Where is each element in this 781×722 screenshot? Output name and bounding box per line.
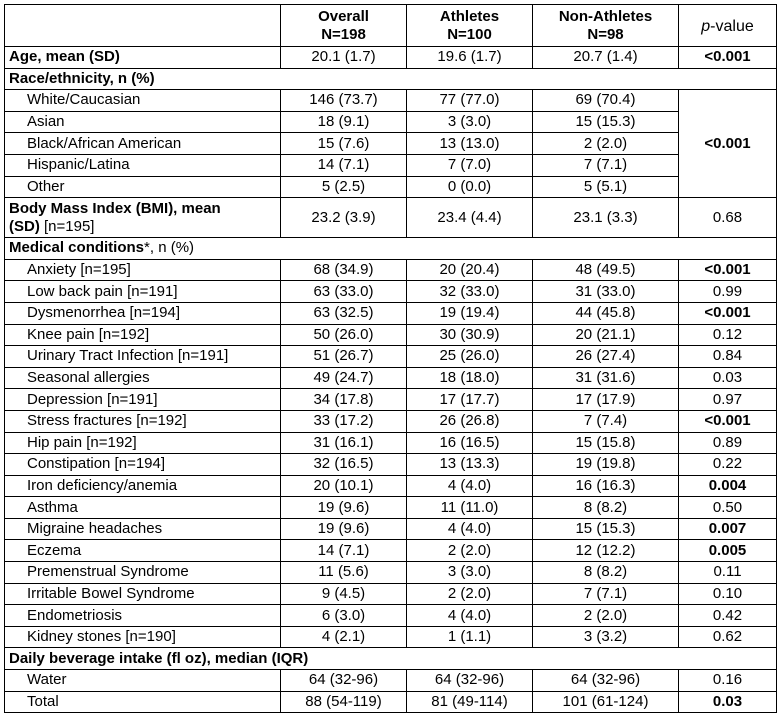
header-athletes-label: Athletes [439,8,500,25]
nonathletes-value: 17 (17.9) [533,389,679,411]
header-nonathletes-label: Non-Athletes [558,8,653,25]
table-row [5,302,777,324]
overall-value: 19 (9.6) [281,518,407,540]
table-row [5,583,777,605]
race-athletes: 7 (7.0) [407,154,533,176]
row-label: Eczema [5,540,281,562]
row-label: Anxiety [n=195] [5,259,281,281]
nonathletes-value: 7 (7.4) [533,410,679,432]
medical-section-title: Medical conditions [9,239,145,257]
row-label: Stress fractures [n=192] [5,410,281,432]
table-row [5,346,777,368]
race-label: Hispanic/Latina [5,154,281,176]
bmi-label-line1: Body Mass Index (BMI), mean [9,199,221,217]
athletes-value: 30 (30.9) [407,324,533,346]
pvalue: 0.16 [679,670,777,692]
athletes-value: 26 (26.8) [407,410,533,432]
race-nonathletes: 2 (2.0) [533,133,679,155]
age-pvalue: <0.001 [679,47,777,69]
athletes-value: 19 (19.4) [407,302,533,324]
row-label: Water [5,670,281,692]
table-row [5,518,777,540]
pvalue: <0.001 [679,302,777,324]
overall-value: 51 (26.7) [281,346,407,368]
race-label: White/Caucasian [5,90,281,112]
table-row [5,540,777,562]
race-overall: 146 (73.7) [281,90,407,112]
row-label: Irritable Bowel Syndrome [5,583,281,605]
race-pvalue: <0.001 [679,90,777,198]
table-row [5,432,777,454]
overall-value: 50 (26.0) [281,324,407,346]
table-row [5,90,777,112]
header-row [5,5,777,47]
age-athletes: 19.6 (1.7) [407,47,533,69]
overall-value: 20 (10.1) [281,475,407,497]
athletes-value: 64 (32-96) [407,670,533,692]
pvalue: 0.84 [679,346,777,368]
header-pvalue [679,5,777,47]
overall-value: 6 (3.0) [281,605,407,627]
overall-value: 49 (24.7) [281,367,407,389]
race-overall: 14 (7.1) [281,154,407,176]
athletes-value: 16 (16.5) [407,432,533,454]
table-row [5,475,777,497]
overall-value: 33 (17.2) [281,410,407,432]
age-overall: 20.1 (1.7) [281,47,407,69]
nonathletes-value: 7 (7.1) [533,583,679,605]
table-row [5,324,777,346]
table-row [5,454,777,476]
pvalue: 0.99 [679,281,777,303]
row-label: Total [5,691,281,713]
overall-value: 88 (54-119) [281,691,407,713]
athletes-value: 25 (26.0) [407,346,533,368]
overall-value: 9 (4.5) [281,583,407,605]
table-row [5,133,777,155]
pvalue: 0.22 [679,454,777,476]
race-overall: 5 (2.5) [281,176,407,198]
race-label: Other [5,176,281,198]
athletes-value: 1 (1.1) [407,626,533,648]
race-overall: 18 (9.1) [281,111,407,133]
pvalue: 0.11 [679,562,777,584]
athletes-value: 11 (11.0) [407,497,533,519]
row-label: Knee pain [n=192] [5,324,281,346]
table-row [5,691,777,713]
race-label: Black/African American [5,133,281,155]
nonathletes-value: 31 (33.0) [533,281,679,303]
row-label: Asthma [5,497,281,519]
nonathletes-value: 26 (27.4) [533,346,679,368]
table-row [5,670,777,692]
header-p-rest: -value [710,18,754,35]
pvalue: 0.007 [679,518,777,540]
age-label: Age, mean (SD) [5,47,281,69]
medical-section-suffix: *, n (%) [144,239,195,257]
overall-value: 32 (16.5) [281,454,407,476]
row-label: Kidney stones [n=190] [5,626,281,648]
header-overall [281,5,407,47]
table-row [5,281,777,303]
nonathletes-value: 48 (49.5) [533,259,679,281]
race-label: Asian [5,111,281,133]
row-label: Iron deficiency/anemia [5,475,281,497]
overall-value: 19 (9.6) [281,497,407,519]
race-nonathletes: 69 (70.4) [533,90,679,112]
race-overall: 15 (7.6) [281,133,407,155]
row-label: Endometriosis [5,605,281,627]
athletes-value: 17 (17.7) [407,389,533,411]
pvalue: 0.03 [679,367,777,389]
race-athletes: 3 (3.0) [407,111,533,133]
table-row [5,562,777,584]
overall-value: 63 (32.5) [281,302,407,324]
pvalue: 0.89 [679,432,777,454]
bmi-label [5,198,281,238]
table-row [5,605,777,627]
pvalue: 0.004 [679,475,777,497]
bmi-overall: 23.2 (3.9) [281,198,407,238]
nonathletes-value: 101 (61-124) [533,691,679,713]
overall-value: 64 (32-96) [281,670,407,692]
table-row [5,367,777,389]
nonathletes-value: 15 (15.3) [533,518,679,540]
athletes-value: 4 (4.0) [407,475,533,497]
nonathletes-value: 16 (16.3) [533,475,679,497]
pvalue: 0.10 [679,583,777,605]
header-athletes-n: N=100 [447,26,492,43]
table-row [5,410,777,432]
table-row [5,389,777,411]
bmi-row [5,198,777,238]
nonathletes-value: 8 (8.2) [533,497,679,519]
bmi-nonathletes: 23.1 (3.3) [533,198,679,238]
age-nonathletes: 20.7 (1.4) [533,47,679,69]
athletes-value: 2 (2.0) [407,583,533,605]
athletes-value: 2 (2.0) [407,540,533,562]
header-overall-n: N=198 [321,26,366,43]
race-section-label: Race/ethnicity, n (%) [5,68,777,90]
pvalue: 0.03 [679,691,777,713]
table-row [5,154,777,176]
table-row [5,259,777,281]
header-nonathletes [533,5,679,47]
row-label: Low back pain [n=191] [5,281,281,303]
row-label: Premenstrual Syndrome [5,562,281,584]
header-empty-cell [5,5,281,47]
nonathletes-value: 2 (2.0) [533,605,679,627]
race-athletes: 13 (13.0) [407,133,533,155]
beverage-section-label: Daily beverage intake (fl oz), median (IQR) [5,648,777,670]
header-nonathletes-n: N=98 [587,26,624,43]
race-nonathletes: 5 (5.1) [533,176,679,198]
overall-value: 63 (33.0) [281,281,407,303]
demographics-table [4,4,777,713]
age-row [5,47,777,69]
medical-rows [5,259,777,648]
row-label: Seasonal allergies [5,367,281,389]
race-nonathletes: 15 (15.3) [533,111,679,133]
row-label: Urinary Tract Infection [n=191] [5,346,281,368]
athletes-value: 18 (18.0) [407,367,533,389]
pvalue: 0.42 [679,605,777,627]
table-row [5,497,777,519]
athletes-value: 4 (4.0) [407,518,533,540]
pvalue: 0.97 [679,389,777,411]
header-overall-label: Overall [318,8,369,25]
race-athletes: 77 (77.0) [407,90,533,112]
medical-section-row [5,238,777,260]
overall-value: 4 (2.1) [281,626,407,648]
overall-value: 34 (17.8) [281,389,407,411]
pvalue: 0.12 [679,324,777,346]
header-athletes [407,5,533,47]
pvalue: 0.005 [679,540,777,562]
overall-value: 14 (7.1) [281,540,407,562]
athletes-value: 4 (4.0) [407,605,533,627]
row-label: Migraine headaches [5,518,281,540]
race-nonathletes: 7 (7.1) [533,154,679,176]
nonathletes-value: 12 (12.2) [533,540,679,562]
row-label: Dysmenorrhea [n=194] [5,302,281,324]
medical-section-label [5,238,777,260]
athletes-value: 13 (13.3) [407,454,533,476]
pvalue: 0.62 [679,626,777,648]
table-row [5,176,777,198]
pvalue: <0.001 [679,410,777,432]
row-label: Constipation [n=194] [5,454,281,476]
nonathletes-value: 31 (31.6) [533,367,679,389]
overall-value: 11 (5.6) [281,562,407,584]
athletes-value: 81 (49-114) [407,691,533,713]
header-p-italic: p [701,18,711,35]
overall-value: 31 (16.1) [281,432,407,454]
pvalue: 0.50 [679,497,777,519]
nonathletes-value: 15 (15.8) [533,432,679,454]
race-section-row [5,68,777,90]
nonathletes-value: 64 (32-96) [533,670,679,692]
nonathletes-value: 20 (21.1) [533,324,679,346]
athletes-value: 3 (3.0) [407,562,533,584]
nonathletes-value: 3 (3.2) [533,626,679,648]
race-athletes: 0 (0.0) [407,176,533,198]
nonathletes-value: 19 (19.8) [533,454,679,476]
table-row [5,111,777,133]
overall-value: 68 (34.9) [281,259,407,281]
pvalue: <0.001 [679,259,777,281]
bmi-label-n: [n=195] [39,217,95,235]
bmi-athletes: 23.4 (4.4) [407,198,533,238]
nonathletes-value: 44 (45.8) [533,302,679,324]
row-label: Depression [n=191] [5,389,281,411]
row-label: Hip pain [n=192] [5,432,281,454]
bmi-pvalue: 0.68 [679,198,777,238]
bmi-label-sd: (SD) [9,217,40,235]
nonathletes-value: 8 (8.2) [533,562,679,584]
athletes-value: 32 (33.0) [407,281,533,303]
table-row [5,626,777,648]
athletes-value: 20 (20.4) [407,259,533,281]
beverage-rows [5,670,777,713]
beverage-section-row [5,648,777,670]
